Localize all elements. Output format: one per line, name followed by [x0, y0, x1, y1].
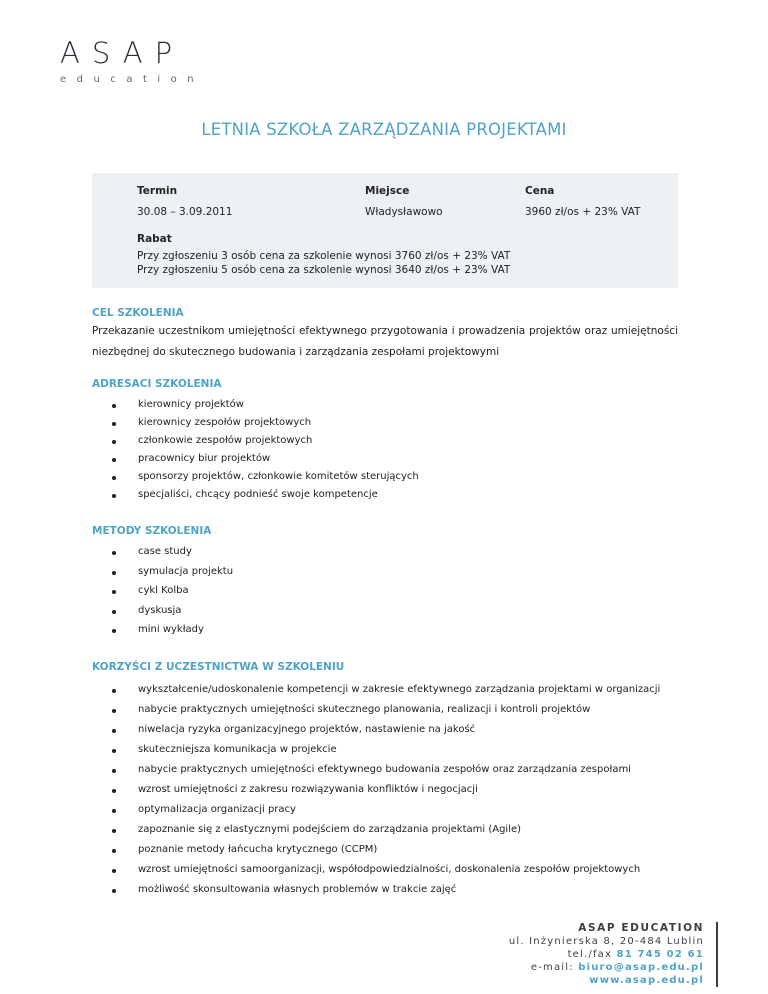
footer-phone[interactable]: 81 745 02 61 — [616, 949, 704, 960]
footer-email-link[interactable]: biuro@asap.edu.pl — [578, 962, 704, 973]
footer-phone-line — [509, 948, 704, 961]
section-title-metody: METODY SZKOLENIA — [92, 525, 212, 537]
section-title-adresaci: ADRESACI SZKOLENIA — [92, 378, 222, 390]
bullet-icon — [112, 571, 116, 575]
bullet-icon — [112, 729, 116, 733]
list-item: mini wykłady — [112, 624, 233, 644]
bullet-icon — [112, 709, 116, 713]
korzysci-list — [112, 684, 660, 904]
cena-value: 3960 zł/os + 23% VAT — [525, 206, 641, 218]
bullet-icon — [112, 689, 116, 693]
footer-phone-label: tel./fax — [567, 949, 613, 960]
logo-subtitle: education — [60, 74, 205, 85]
list-item: skuteczniejsza komunikacja w projekcie — [112, 744, 660, 764]
list-item: członkowie zespołów projektowych — [112, 435, 419, 453]
list-item: poznanie metody łańcucha krytycznego (CCPM) — [112, 844, 660, 864]
list-item: możliwość skonsultowania własnych problemów w trakcie zajęć — [112, 884, 660, 904]
list-item: wzrost umiejętności z zakresu rozwiązywania konfliktów i negocjacji — [112, 784, 660, 804]
bullet-icon — [112, 849, 116, 853]
section-title-korzysci: KORZYŚCI Z UCZESTNICTWA W SZKOLENIU — [92, 661, 345, 673]
bullet-icon — [112, 551, 116, 555]
bullet-icon — [112, 476, 116, 480]
bullet-icon — [112, 749, 116, 753]
bullet-icon — [112, 789, 116, 793]
cel-paragraph — [92, 321, 678, 363]
footer-address: ul. Inżynierska 8, 20-484 Lublin — [508, 936, 704, 947]
list-item: kierownicy projektów — [112, 399, 419, 417]
cena-label: Cena — [525, 185, 555, 197]
list-item: wykształcenie/udoskonalenie kompetencji w zakresie efektywnego zarządzania projektami w organizacji — [112, 684, 660, 704]
adresaci-list — [112, 399, 419, 507]
miejsce-value: Władysławowo — [365, 206, 443, 218]
bullet-icon — [112, 422, 116, 426]
miejsce-label: Miejsce — [365, 185, 410, 197]
bullet-icon — [112, 809, 116, 813]
bullet-icon — [112, 494, 116, 498]
bullet-icon — [112, 458, 116, 462]
termin-value: 30.08 – 3.09.2011 — [137, 206, 233, 218]
list-item: pracownicy biur projektów — [112, 453, 419, 471]
list-item: niwelacja ryzyka organizacyjnego projektów, nastawienie na jakość — [112, 724, 660, 744]
page-title: LETNIA SZKOŁA ZARZĄDZANIA PROJEKTAMI — [201, 120, 567, 139]
bullet-icon — [112, 590, 116, 594]
list-item: zapoznanie się z elastycznymi podejściem do zarządzania projektami (Agile) — [112, 824, 660, 844]
list-item: wzrost umiejętności samoorganizacji, współodpowiedzialności, doskonalenia zespołów projektowych — [112, 864, 660, 884]
bullet-icon — [112, 610, 116, 614]
section-title-cel: CEL SZKOLENIA — [92, 307, 184, 319]
rabat-label: Rabat — [137, 233, 172, 245]
bullet-icon — [112, 889, 116, 893]
cel-line: niezbędnej do skutecznego budowania i zarządzania zespołami projektowymi — [92, 346, 500, 358]
list-item: nabycie praktycznych umiejętności efektywnego budowania zespołów oraz zarządzania zespołami — [112, 764, 660, 784]
bullet-icon — [112, 440, 116, 444]
rabat-line: Przy zgłoszeniu 3 osób cena za szkolenie wynosi 3760 zł/os + 23% VAT — [137, 250, 511, 262]
list-item: specjaliści, chcący podnieść swoje kompetencje — [112, 489, 419, 507]
bullet-icon — [112, 404, 116, 408]
list-item: cykl Kolba — [112, 585, 233, 605]
contact-footer — [509, 922, 718, 987]
bullet-icon — [112, 629, 116, 633]
bullet-icon — [112, 769, 116, 773]
footer-email-line — [509, 961, 704, 974]
asap-logo — [60, 36, 205, 85]
list-item: case study — [112, 546, 233, 566]
footer-company: ASAP EDUCATION — [578, 922, 704, 934]
metody-list — [112, 546, 233, 644]
bullet-icon — [112, 869, 116, 873]
logo-wordmark: ASAP — [60, 36, 185, 70]
footer-email-label: e-mail: — [530, 962, 574, 973]
bullet-icon — [112, 829, 116, 833]
list-item: dyskusja — [112, 605, 233, 625]
list-item: sponsorzy projektów, członkowie komitetów sterujących — [112, 471, 419, 489]
list-item: kierownicy zespołów projektowych — [112, 417, 419, 435]
list-item: optymalizacja organizacji pracy — [112, 804, 660, 824]
cel-line: Przekazanie uczestnikom umiejętności efektywnego przygotowania i prowadzenia projektów oraz umiejętności — [92, 325, 678, 337]
info-box — [92, 173, 678, 288]
footer-website-link[interactable]: www.asap.edu.pl — [589, 975, 704, 986]
rabat-line: Przy zgłoszeniu 5 osób cena za szkolenie wynosi 3640 zł/os + 23% VAT — [137, 264, 511, 276]
termin-label: Termin — [137, 185, 178, 197]
list-item: symulacja projektu — [112, 566, 233, 586]
list-item: nabycie praktycznych umiejętności skutecznego planowania, realizacji i kontroli projektów — [112, 704, 660, 724]
